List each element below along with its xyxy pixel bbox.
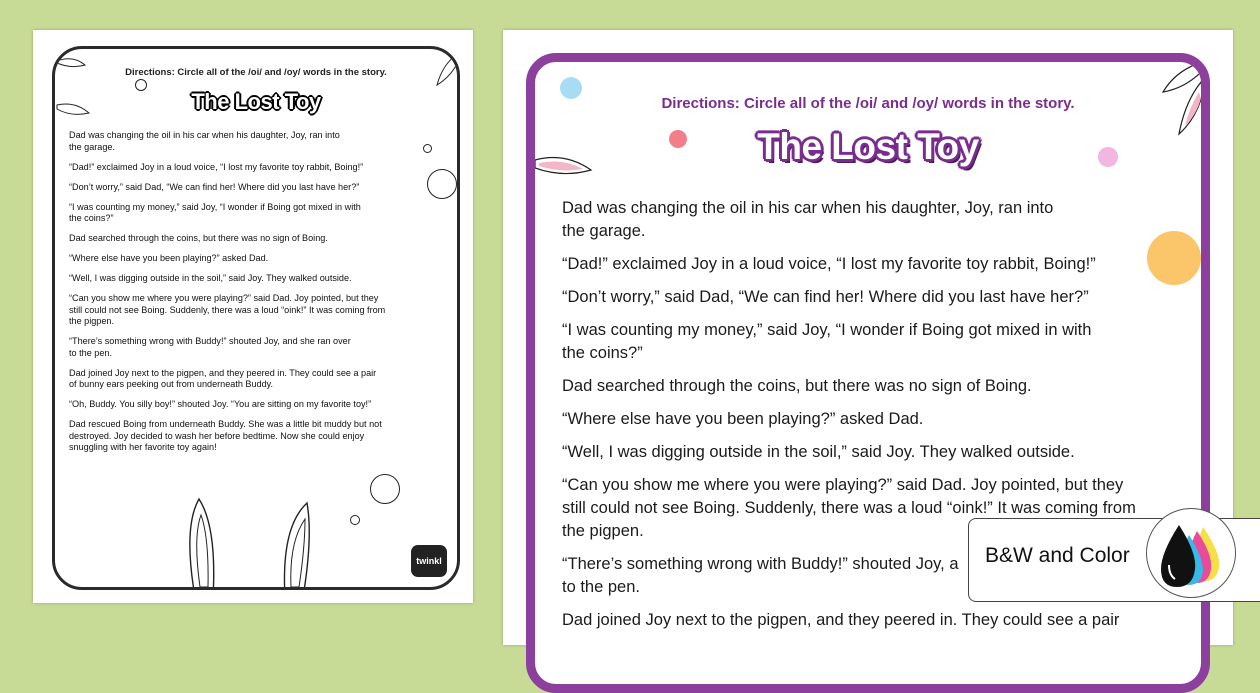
story-line: the coins?”: [562, 344, 643, 362]
decor-circle: [427, 169, 457, 199]
story-line: “Don’t worry,” said Dad, “We can find her! Where did you last have her?”: [69, 181, 360, 192]
story-paragraph: [69, 293, 439, 328]
story-line: “Oh, Buddy. You silly boy!” shouted Joy. “You are sitting on my favorite toy!”: [69, 399, 372, 409]
bw-worksheet: [33, 30, 473, 603]
story-line: “Dad!” exclaimed Joy in a loud voice, “I lost my favorite toy rabbit, Boing!”: [69, 161, 364, 172]
decor-dot-orange: [1147, 231, 1201, 285]
badge-label: B&W and Color: [985, 544, 1130, 567]
story-line: Dad rescued Boing from underneath Buddy. She was a little bit muddy but not: [69, 419, 382, 429]
story-line: “I was counting my money,” said Joy, “I wonder if Boing got mixed in with: [69, 201, 361, 212]
story-paragraph: [69, 399, 439, 411]
story-paragraph: [562, 319, 1182, 365]
ink-drops-icon: [1146, 508, 1236, 598]
story-line: the garage.: [562, 222, 646, 240]
story-line: Dad searched through the coins, but there was no sign of Boing.: [562, 377, 1032, 395]
story-line: Dad searched through the coins, but there was no sign of Boing.: [69, 233, 328, 243]
story-line: still could not see Boing. Suddenly, there was a loud “oink!” It was coming from: [562, 499, 1136, 517]
story-line: the garage.: [69, 141, 116, 152]
story-line: “Can you show me where you were playing?” said Dad. Joy pointed, but they: [562, 476, 1124, 494]
decor-circle: [350, 515, 360, 525]
decor-dot-pink: [1098, 147, 1118, 167]
story-line: Dad joined Joy next to the pigpen, and they peered in. They could see a pair: [562, 611, 1120, 629]
story-line: Dad joined Joy next to the pigpen, and they peered in. They could see a pair: [69, 367, 377, 378]
story-paragraph: [69, 130, 439, 153]
story-paragraph: [69, 368, 439, 391]
story-paragraph: [562, 609, 1182, 632]
story-paragraph: [562, 375, 1182, 398]
story-line: “Dad!” exclaimed Joy in a loud voice, “I lost my favorite toy rabbit, Boing!”: [562, 255, 1096, 273]
bw-title: The Lost Toy: [191, 89, 321, 114]
twinkl-logo: twinkl: [411, 545, 447, 577]
story-paragraph: [69, 419, 439, 454]
story-line: destroyed. Joy decided to wash her before bedtime. Now she could enjoy: [69, 430, 365, 441]
bw-directions: Directions: Circle all of the /oi/ and /oy/ words in the story.: [125, 67, 387, 78]
story-line: “Where else have you been playing?” asked Dad.: [562, 410, 924, 428]
story-line: snuggling with her favorite toy again!: [69, 442, 217, 452]
story-line: the pigpen.: [562, 522, 644, 540]
story-paragraph: [69, 162, 439, 174]
story-line: of bunny ears peeking out from underneath Buddy.: [69, 379, 274, 389]
decor-dot-blue: [560, 77, 582, 99]
bunny-ear-icon: [535, 152, 595, 192]
story-paragraph: [562, 253, 1182, 276]
story-paragraph: [562, 408, 1182, 431]
decor-circle: [423, 144, 432, 153]
story-line: to the pen.: [69, 347, 112, 358]
story-line: “There’s something wrong with Buddy!” shouted Joy, and she ran over: [69, 336, 351, 346]
bunny-ear-icon: [55, 49, 95, 129]
story-paragraph: [562, 441, 1182, 464]
story-line: “Well, I was digging outside in the soil,” said Joy. They walked outside.: [69, 273, 352, 283]
bw-worksheet-frame: [52, 46, 460, 590]
story-paragraph: [562, 197, 1182, 243]
bunny-ears-icon: [175, 487, 325, 590]
story-line: “Can you show me where you were playing?” said Dad. Joy pointed, but they: [69, 293, 379, 303]
bw-story: [69, 130, 439, 462]
story-line: “Where else have you been playing?” asked Dad.: [69, 253, 269, 263]
story-line: “I was counting my money,” said Joy, “I wonder if Boing got mixed in with: [562, 321, 1092, 339]
story-line: “Don’t worry,” said Dad, “We can find her! Where did you last have her?”: [562, 288, 1089, 306]
story-paragraph: [69, 233, 439, 245]
story-line: to the pen.: [562, 578, 640, 596]
bunny-ear-icon: [1135, 62, 1205, 142]
decor-circle: [370, 474, 400, 504]
story-paragraph: [69, 273, 439, 285]
story-paragraph: [562, 286, 1182, 309]
color-directions: Directions: Circle all of the /oi/ and /oy/ words in the story.: [661, 95, 1075, 112]
story-line: the pigpen.: [69, 316, 115, 326]
story-paragraph: [69, 182, 439, 194]
story-paragraph: [69, 202, 439, 225]
story-line: still could not see Boing. Suddenly, there was a loud “oink!” It was coming from: [69, 304, 386, 315]
story-line: “There’s something wrong with Buddy!” shouted Joy, a: [562, 555, 959, 573]
story-paragraph: [69, 253, 439, 265]
story-line: “Well, I was digging outside in the soil,” said Joy. They walked outside.: [562, 443, 1075, 461]
story-line: Dad was changing the oil in his car when his daughter, Joy, ran into: [562, 199, 1054, 217]
story-line: the coins?”: [69, 213, 114, 223]
story-line: Dad was changing the oil in his car when his daughter, Joy, ran into: [69, 130, 340, 140]
color-title: The Lost Toy: [757, 126, 979, 167]
bunny-ear-icon: [423, 49, 460, 119]
decor-circle: [135, 79, 147, 91]
decor-dot-red: [669, 130, 687, 148]
story-paragraph: [69, 336, 439, 359]
